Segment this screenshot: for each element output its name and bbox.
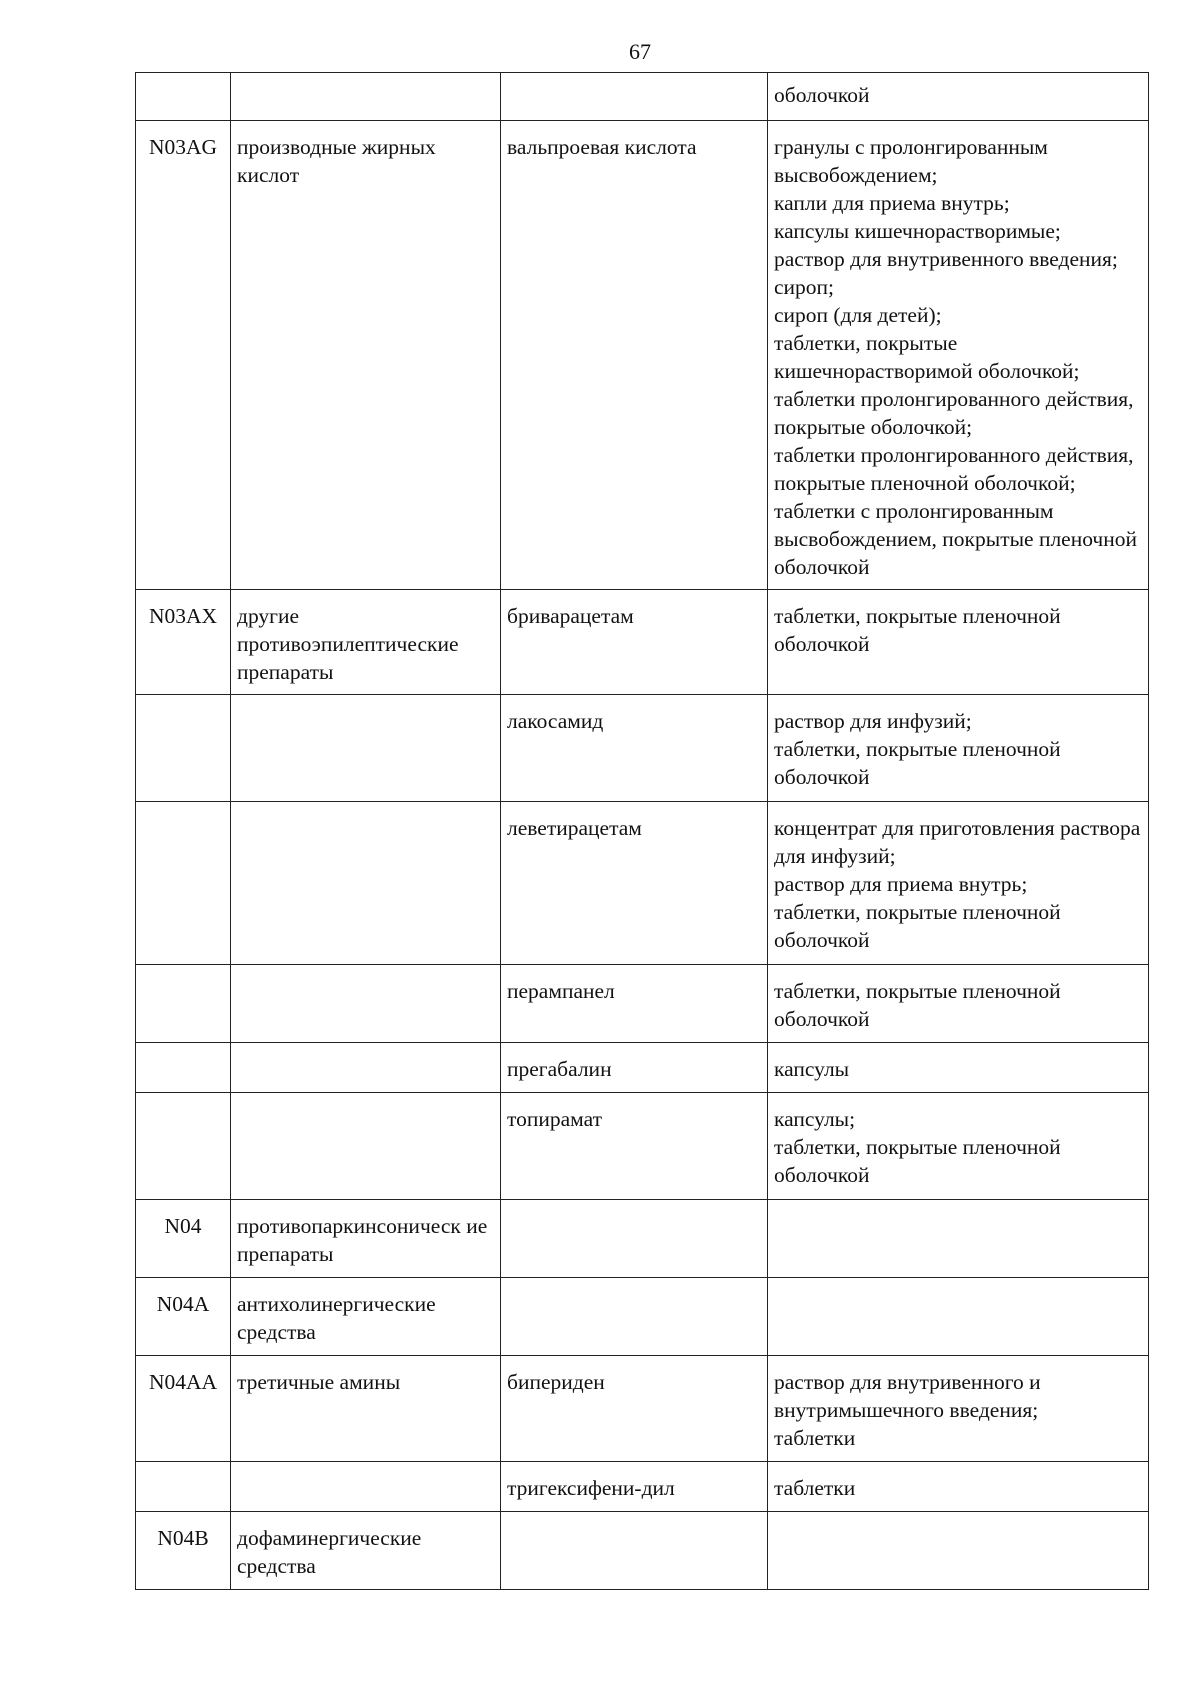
dosage-forms-cell (768, 1278, 1149, 1356)
table-row (136, 1462, 1149, 1512)
atc-code-cell (136, 73, 231, 121)
substance-cell (501, 73, 768, 121)
substance-cell: топирамат (501, 1093, 768, 1200)
pharmacological-group-cell: дофаминергические средства (231, 1512, 501, 1590)
table-row (136, 73, 1149, 121)
atc-code-cell (136, 802, 231, 965)
table-row (136, 121, 1149, 590)
dosage-forms-cell: оболочкой (768, 73, 1149, 121)
atc-code-cell: N04AA (136, 1356, 231, 1462)
medication-table (135, 72, 1149, 1590)
table-row (136, 965, 1149, 1043)
dosage-forms-cell: гранулы с пролонгированным высвобождением; капли для приема внутрь; капсулы кишечнорастворимые; раствор для внутривенного введения; сироп; сироп (для детей); таблетки, покрытые кишечнорастворимой оболочкой; таблетки пролонгированного действия, покрытые оболочкой; таблетки пролонгированного действия, покрытые пленочной оболочкой; таблетки с пролонгированным высвобождением, покрытые пленочной оболочкой (768, 121, 1149, 590)
dosage-forms-cell: таблетки (768, 1462, 1149, 1512)
dosage-forms-cell (768, 1200, 1149, 1278)
pharmacological-group-cell: другие противоэпилептические препараты (231, 590, 501, 695)
atc-code-cell (136, 1462, 231, 1512)
pharmacological-group-cell (231, 1462, 501, 1512)
substance-cell: вальпроевая кислота (501, 121, 768, 590)
pharmacological-group-cell (231, 695, 501, 802)
substance-cell: леветирацетам (501, 802, 768, 965)
pharmacological-group-cell: третичные амины (231, 1356, 501, 1462)
table-row (136, 695, 1149, 802)
atc-code-cell: N04B (136, 1512, 231, 1590)
substance-cell: перампанел (501, 965, 768, 1043)
pharmacological-group-cell (231, 73, 501, 121)
dosage-forms-cell: раствор для внутривенного и внутримышечного введения; таблетки (768, 1356, 1149, 1462)
atc-code-cell: N04A (136, 1278, 231, 1356)
atc-code-cell: N03AG (136, 121, 231, 590)
pharmacological-group-cell (231, 1093, 501, 1200)
substance-cell (501, 1512, 768, 1590)
table-row (136, 1356, 1149, 1462)
table-row (136, 1278, 1149, 1356)
atc-code-cell (136, 965, 231, 1043)
dosage-forms-cell (768, 1512, 1149, 1590)
table-row (136, 1043, 1149, 1093)
table-row (136, 802, 1149, 965)
table-row (136, 1093, 1149, 1200)
substance-cell: бипериден (501, 1356, 768, 1462)
pharmacological-group-cell (231, 802, 501, 965)
substance-cell: тригексифени-дил (501, 1462, 768, 1512)
substance-cell (501, 1278, 768, 1356)
pharmacological-group-cell (231, 1043, 501, 1093)
table-row (136, 1200, 1149, 1278)
atc-code-cell (136, 1043, 231, 1093)
table-row (136, 590, 1149, 695)
pharmacological-group-cell (231, 965, 501, 1043)
page-number: 67 (629, 39, 651, 64)
substance-cell: прегабалин (501, 1043, 768, 1093)
table-row (136, 1512, 1149, 1590)
substance-cell: лакосамид (501, 695, 768, 802)
atc-code-cell (136, 695, 231, 802)
substance-cell: бриварацетам (501, 590, 768, 695)
substance-cell (501, 1200, 768, 1278)
dosage-forms-cell: таблетки, покрытые пленочной оболочкой (768, 590, 1149, 695)
pharmacological-group-cell: противопаркинсоническ ие препараты (231, 1200, 501, 1278)
dosage-forms-cell: раствор для инфузий; таблетки, покрытые пленочной оболочкой (768, 695, 1149, 802)
dosage-forms-cell: концентрат для приготовления раствора для инфузий; раствор для приема внутрь; таблетки, покрытые пленочной оболочкой (768, 802, 1149, 965)
dosage-forms-cell: капсулы; таблетки, покрытые пленочной оболочкой (768, 1093, 1149, 1200)
pharmacological-group-cell: антихолинергические средства (231, 1278, 501, 1356)
atc-code-cell: N03AX (136, 590, 231, 695)
dosage-forms-cell: капсулы (768, 1043, 1149, 1093)
dosage-forms-cell: таблетки, покрытые пленочной оболочкой (768, 965, 1149, 1043)
atc-code-cell: N04 (136, 1200, 231, 1278)
pharmacological-group-cell: производные жирных кислот (231, 121, 501, 590)
atc-code-cell (136, 1093, 231, 1200)
